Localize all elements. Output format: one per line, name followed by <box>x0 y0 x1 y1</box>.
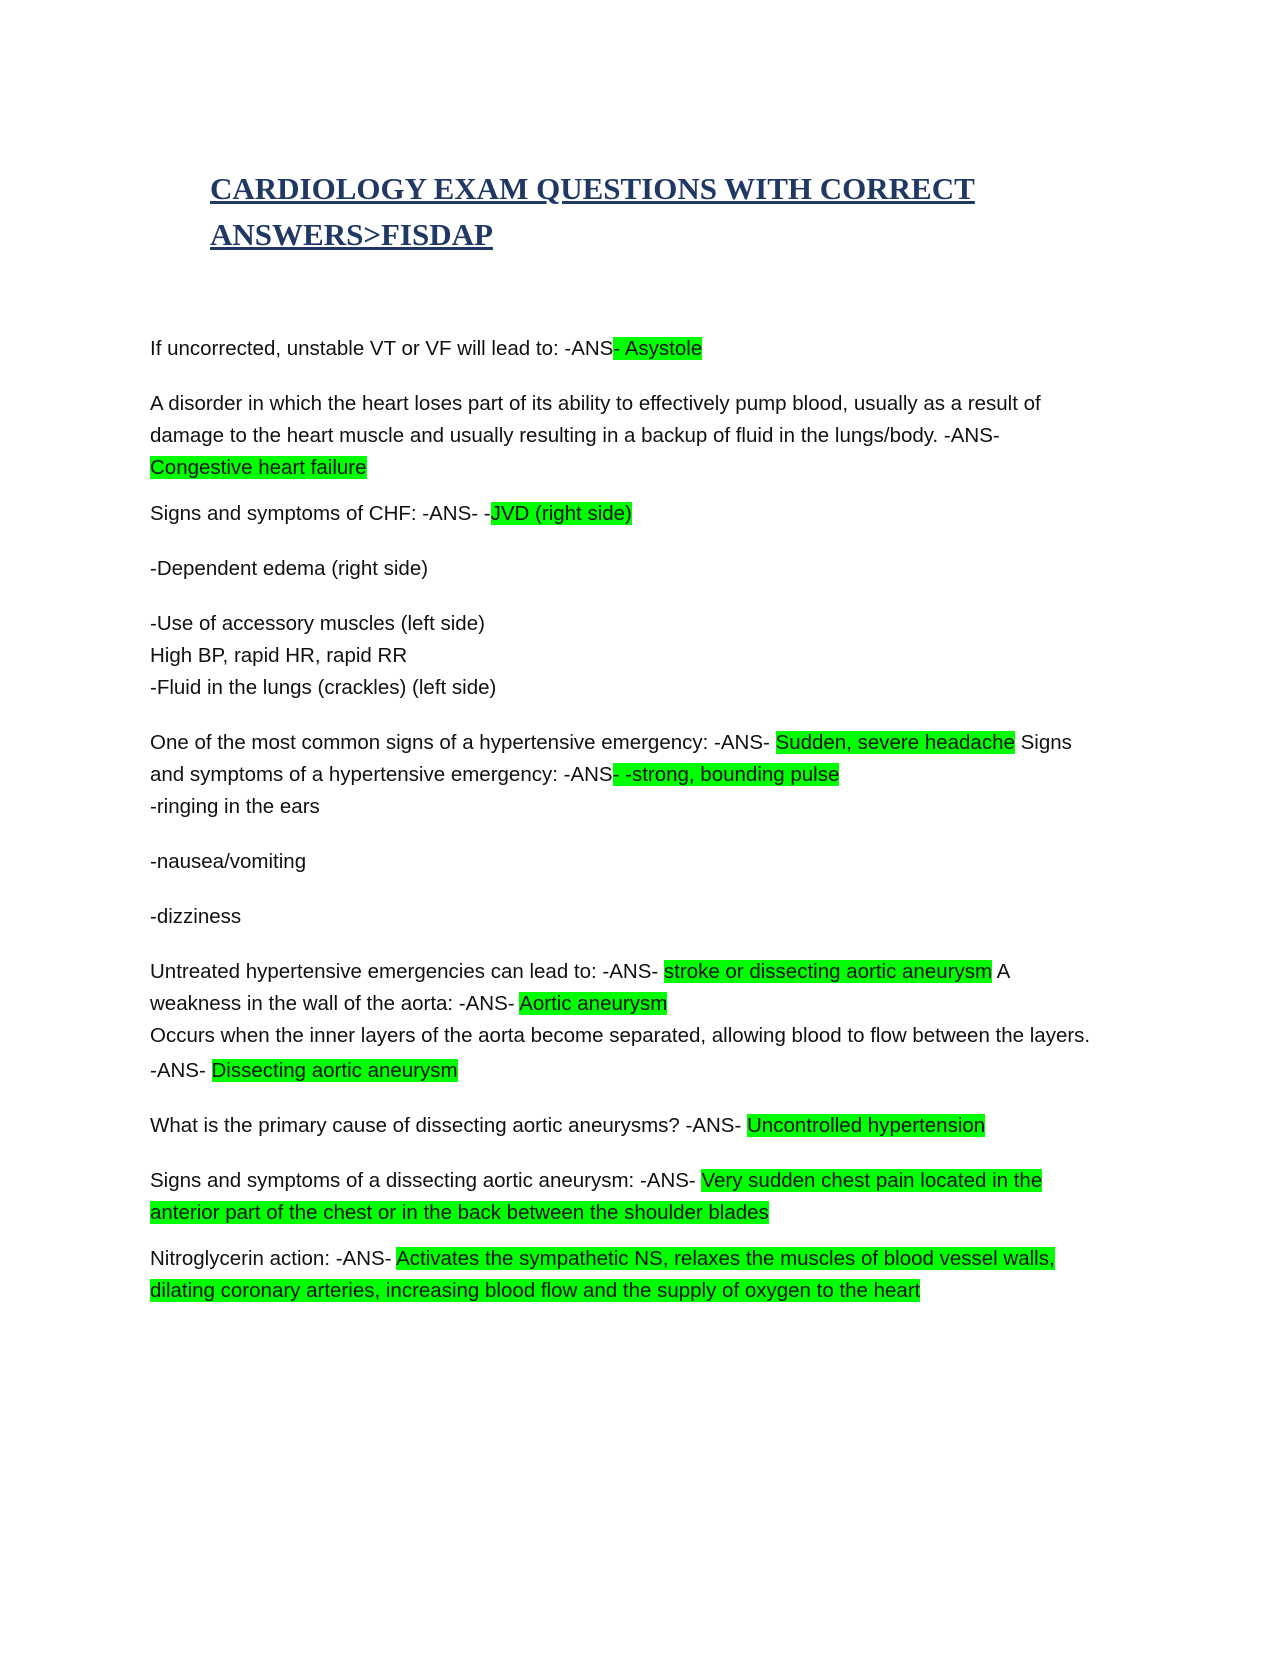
question-text: Nitroglycerin action: -ANS- <box>150 1247 397 1270</box>
question-text: damage to the heart muscle and usually resulting in a backup of fluid in the lungs/body. -ANS- <box>150 424 1000 447</box>
question-text: Signs and symptoms of a dissecting aortic aneurysm: -ANS- <box>150 1169 702 1192</box>
symptom-group <box>150 608 1160 704</box>
question-text: A disorder in which the heart loses part of its ability to effectively pump blood, usually as a result of <box>150 392 1041 415</box>
symptom-line: -dizziness <box>150 905 242 928</box>
answer-highlight: Sudden, severe headache <box>775 731 1015 754</box>
symptom-line: -Use of accessory muscles (left side) <box>150 612 485 635</box>
symptom-line: -ringing in the ears <box>150 795 320 818</box>
qa-chf-definition <box>150 388 1160 484</box>
question-text: Occurs when the inner layers of the aorta become separated, allowing blood to flow between the layers. <box>150 1024 1091 1047</box>
symptom-line: -Dependent edema (right side) <box>150 557 429 580</box>
symptom-line: -Fluid in the lungs (crackles) (left side) <box>150 676 497 699</box>
question-text: What is the primary cause of dissecting aortic aneurysms? -ANS- <box>150 1114 747 1137</box>
symptom-line: -nausea/vomiting <box>150 850 307 873</box>
answer-highlight: anterior part of the chest or in the back between the shoulder blades <box>150 1201 769 1224</box>
qa-nitroglycerin <box>150 1243 1160 1307</box>
answer-highlight: dilating coronary arteries, increasing blood flow and the supply of oxygen to the heart <box>150 1279 921 1302</box>
question-text: A <box>992 960 1011 983</box>
answer-highlight: Activates the sympathetic NS, relaxes the muscles of blood vessel walls, <box>396 1247 1055 1270</box>
qa-dissecting-signs <box>150 1165 1160 1229</box>
answer-highlight: Uncontrolled hypertension <box>747 1114 986 1137</box>
answer-highlight: Congestive heart failure <box>150 456 367 479</box>
question-text: weakness in the wall of the aorta: -ANS- <box>150 992 520 1015</box>
qa-primary-cause <box>150 1110 1160 1142</box>
symptom-line: High BP, rapid HR, rapid RR <box>150 644 408 667</box>
question-text: Untreated hypertensive emergencies can lead to: -ANS- <box>150 960 664 983</box>
qa-hypertensive-emergency <box>150 727 1160 823</box>
qa-chf-signs <box>150 498 1160 530</box>
question-text: Signs <box>1014 731 1072 754</box>
answer-highlight: Dissecting aortic aneurysm <box>211 1059 458 1082</box>
title-line-2: ANSWERS>FISDAP <box>210 217 493 252</box>
question-text: and symptoms of a hypertensive emergency: -ANS <box>150 763 613 786</box>
answer-highlight: - Asystole <box>613 337 703 360</box>
question-text: If uncorrected, unstable VT or VF will lead to: -ANS <box>150 337 614 360</box>
answer-highlight: Aortic aneurysm <box>519 992 668 1015</box>
document-title <box>210 166 1110 258</box>
question-text: One of the most common signs of a hypertensive emergency: -ANS- <box>150 731 776 754</box>
answer-highlight: stroke or dissecting aortic aneurysm <box>663 960 993 983</box>
document-body <box>150 333 1160 1307</box>
answer-highlight: - -strong, bounding pulse <box>612 763 840 786</box>
answer-highlight: JVD (right side) <box>490 502 632 525</box>
qa-dissecting-aneurysm <box>150 1055 1160 1087</box>
qa-asystole <box>150 333 1160 365</box>
title-line-1: CARDIOLOGY EXAM QUESTIONS WITH CORRECT <box>210 171 975 206</box>
question-text: -ANS- <box>150 1059 212 1082</box>
answer-highlight: Very sudden chest pain located in the <box>701 1169 1043 1192</box>
qa-aortic-aneurysm <box>150 956 1160 1052</box>
question-text: Signs and symptoms of CHF: -ANS- - <box>150 502 491 525</box>
